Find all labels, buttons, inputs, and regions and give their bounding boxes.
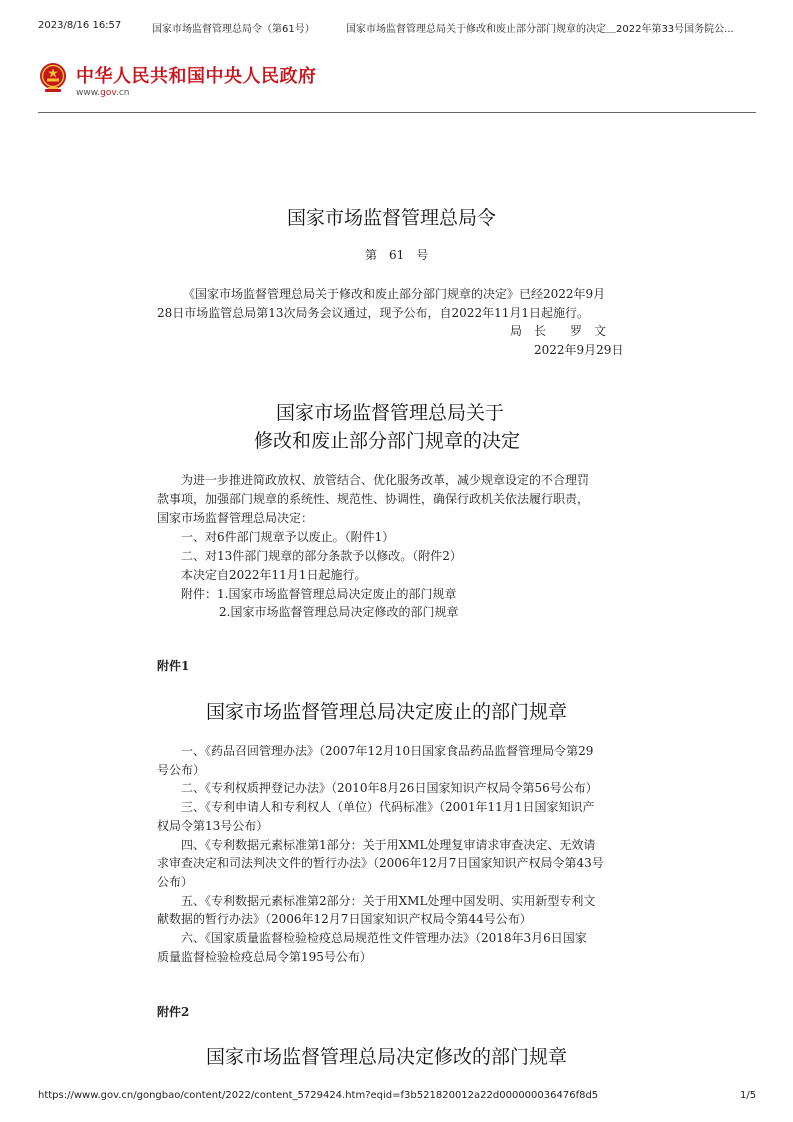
site-url[interactable] [76,88,130,98]
print-tab-title: 国家市场监督管理总局关于修改和废止部分部门规章的决定＿2022年第33号国务院公... [346,24,734,35]
decision-title-line2: 修改和废止部分部门规章的决定 [254,430,521,452]
order-date: 2022年9月29日 [534,343,624,357]
annex1-item-6-line1: 六、《国家质量监督检验检疫总局规范性文件管理办法》（2018年3月6日国家 [181,931,587,945]
site-url-prefix: www. [76,88,101,98]
order-signer: 局 长 罗 文 [510,324,607,338]
site-url-suffix: .cn [115,88,130,98]
print-footer-page: 1/5 [740,1090,757,1101]
order-title: 国家市场监督管理总局令 [287,207,497,229]
decision-intro-line2: 款事项，加强部门规章的系统性、规范性、协调性，确保行政机关依法履行职责， [157,492,590,506]
decision-intro-line3: 国家市场监督管理总局决定： [157,511,314,525]
order-announcement-line1: 《国家市场监督管理总局关于修改和废止部分部门规章的决定》已经2022年9月 [183,287,606,301]
print-datetime: 2023/8/16 16:57 [38,20,122,31]
annex1-item-4-line3: 公布） [157,875,194,889]
order-announcement-line2: 28日市场监管总局第13次局务会议通过，现予公布，自2022年11月1日起施行。 [157,306,589,320]
annex1-item-2-line1: 二、《专利权质押登记办法》（2010年8月26日国家知识产权局令第56号公布） [181,781,598,795]
decision-intro-line1: 为进一步推进简政放权、放管结合、优化服务改革，减少规章设定的不合理罚 [181,473,590,487]
annex1-label: 附件1 [157,659,190,673]
annex1-item-3-line1: 三、《专利申请人和专利权人（单位）代码标准》（2001年11月1日国家知识产 [181,800,595,814]
annex1-item-5-line2: 献数据的暂行办法》（2006年12月7日国家知识产权局令第44号公布） [157,912,532,926]
annex1-item-5-line1: 五、《专利数据元素标准第2部分：关于用XML处理中国发明、实用新型专利文 [181,894,596,908]
decision-attachments-item2: 2.国家市场监督管理总局决定修改的部门规章 [219,605,459,619]
annex1-item-1-line2: 号公布） [157,763,206,777]
decision-title-line1: 国家市场监督管理总局关于 [276,402,505,424]
banner-divider [38,112,756,113]
national-emblem-icon [38,62,68,94]
decision-item-1: 一、对6件部门规章予以废止。（附件1） [181,530,395,544]
decision-effective-date: 本决定自2022年11月1日起施行。 [181,568,367,582]
annex1-item-6-line2: 质量监督检验检疫总局令第195号公布） [157,950,372,964]
site-url-domain: gov [100,88,116,98]
decision-item-2: 二、对13件部门规章的部分条款予以修改。（附件2） [181,549,462,563]
annex1-item-4-line1: 四、《专利数据元素标准第1部分：关于用XML处理复审请求审查决定、无效请 [181,838,596,852]
order-number: 第 61 号 [365,248,429,262]
annex2-title: 国家市场监督管理总局决定修改的部门规章 [206,1046,568,1068]
annex1-item-1-line1: 一、《药品召回管理办法》（2007年12月10日国家食品药品监督管理局令第29 [181,744,594,758]
site-name[interactable]: 中华人民共和国中央人民政府 [76,66,317,87]
annex1-title: 国家市场监督管理总局决定废止的部门规章 [206,701,568,723]
annex2-label: 附件2 [157,1005,190,1019]
decision-attachments: 附件：1.国家市场监督管理总局决定废止的部门规章 [181,587,457,601]
print-footer-url[interactable]: https://www.gov.cn/gongbao/content/2022/content_5729424.htm?eqid=f3b521820012a22d000000036476f8d5 [38,1090,599,1101]
annex1-item-3-line2: 权局令第13号公布） [157,819,269,833]
annex1-item-4-line2: 求审查决定和司法判决文件的暂行办法》（2006年12月7日国家知识产权局令第43号 [157,856,604,870]
print-page-title: 国家市场监督管理总局令（第61号） [152,24,315,35]
